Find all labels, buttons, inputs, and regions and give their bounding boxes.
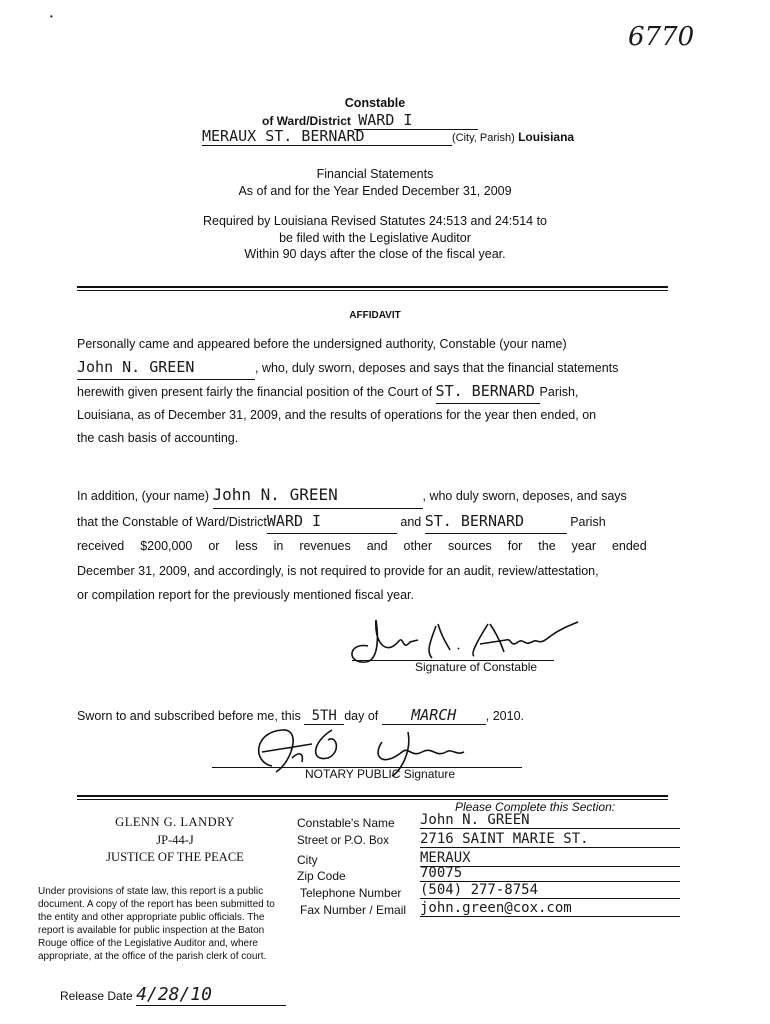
affidavit-paragraph-1 bbox=[77, 333, 667, 450]
affidavit-p2-text-a: In addition, (your name) bbox=[77, 489, 210, 503]
constables-name-label: Constable's Name bbox=[297, 816, 395, 830]
notice-line-1: Under provisions of state law, this report is a public bbox=[38, 886, 264, 897]
constable-name-field-2: John N. GREEN bbox=[213, 483, 423, 509]
ward-district-field: WARD I bbox=[267, 509, 397, 535]
affidavit-p1-text-c: herewith given present fairly the financial position of the Court of bbox=[77, 385, 433, 399]
sworn-text-b: day of bbox=[344, 709, 379, 723]
street-label: Street or P.O. Box bbox=[297, 835, 389, 847]
page-title: Constable bbox=[344, 96, 406, 110]
city-value-field: MERAUX bbox=[420, 850, 680, 867]
city-label: (City, Parish) bbox=[452, 132, 515, 144]
divider-top-1 bbox=[77, 286, 668, 288]
affidavit-title: AFFIDAVIT bbox=[349, 310, 401, 321]
stamp-number: 6770 bbox=[628, 22, 695, 52]
year-ended-line: As of and for the Year Ended December 31, 2009 bbox=[238, 184, 512, 198]
court-parish-field: ST. BERNARD bbox=[436, 380, 540, 404]
state-label: Louisiana bbox=[518, 130, 575, 144]
contact-row-city bbox=[297, 853, 318, 867]
sworn-text-a: Sworn to and subscribed before me, this bbox=[77, 709, 301, 723]
divider-bottom-1 bbox=[77, 795, 668, 797]
speck-mark: • bbox=[50, 12, 53, 21]
affidavit-p2-text-d: Parish bbox=[570, 514, 606, 529]
affidavit-p2-text-f: December 31, 2009, and accordingly, is not required to provide for an audit, review/attestation, bbox=[77, 563, 599, 578]
affidavit-p1-text-d: Parish, bbox=[539, 385, 579, 399]
seal-title: JUSTICE OF THE PEACE bbox=[106, 850, 244, 864]
seal-name: GLENN G. LANDRY bbox=[115, 815, 235, 829]
affidavit-paragraph-2 bbox=[77, 483, 667, 608]
contact-row-name bbox=[297, 816, 395, 830]
constables-name-value: John N. GREEN bbox=[420, 812, 680, 829]
ward-value: WARD I bbox=[354, 111, 478, 130]
notary-public-label: NOTARY PUBLIC Signature bbox=[305, 767, 456, 781]
requirement-line-1: Required by Louisiana Revised Statutes 24:513 and 24:514 to bbox=[203, 214, 547, 228]
notice-line-3: the entity and other appropriate public officials. The bbox=[38, 912, 265, 923]
telephone-label: Telephone Number bbox=[300, 886, 402, 900]
sworn-month-field: MARCH bbox=[382, 706, 486, 725]
ward-label: of Ward/District bbox=[262, 114, 351, 128]
divider-top-2 bbox=[77, 290, 668, 291]
zip-label: Zip Code bbox=[297, 869, 346, 883]
signature-of-constable-label: Signature of Constable bbox=[415, 660, 538, 674]
affidavit-p1-text-b: , who, duly sworn, deposes and says that the financial statements bbox=[255, 361, 619, 375]
notice-line-5: Rouge office of the Legislative Auditor and, where bbox=[38, 938, 258, 949]
notice-line-4: report is available for public inspection at the Baton bbox=[38, 925, 265, 936]
parish-field-2: ST. BERNARD bbox=[425, 509, 567, 535]
public-notice bbox=[38, 885, 300, 963]
contact-heading: Please Complete this Section: bbox=[455, 800, 616, 814]
notice-line-2: document. A copy of the report has been submitted to bbox=[38, 899, 275, 910]
contact-row-fax bbox=[300, 903, 406, 917]
telephone-value: (504) 277-8754 bbox=[420, 882, 680, 899]
release-date-row bbox=[60, 984, 286, 1006]
affidavit-p2-text-e: received $200,000 or less in revenues and other sources for the year ended bbox=[77, 539, 647, 553]
sworn-year: , 2010. bbox=[485, 709, 524, 723]
affidavit-p1-text-e: Louisiana, as of December 31, 2009, and the results of operations for the year then ended, on bbox=[77, 408, 597, 422]
affidavit-p2-text-g: or compilation report for the previously mentioned fiscal year. bbox=[77, 588, 414, 602]
affidavit-p1-text-f: the cash basis of accounting. bbox=[77, 431, 239, 445]
seal-id: JP-44-J bbox=[156, 833, 194, 847]
affidavit-p2-text-c: that the Constable of Ward/District bbox=[77, 514, 267, 529]
contact-row-phone bbox=[300, 886, 401, 900]
financial-statements-line: Financial Statements bbox=[316, 167, 434, 181]
release-date-value: 4/28/10 bbox=[136, 984, 286, 1006]
release-date-label: Release Date bbox=[60, 989, 133, 1003]
street-value: 2716 SAINT MARIE ST. bbox=[420, 831, 680, 848]
affidavit-p1-text-a: Personally came and appeared before the undersigned authority, Constable (your name) bbox=[77, 337, 567, 351]
zip-value: 70075 bbox=[420, 865, 680, 882]
affidavit-p2-text-b: , who duly sworn, deposes, and says bbox=[422, 489, 627, 503]
city-label-field: City bbox=[297, 853, 318, 867]
sworn-day-field: 5TH bbox=[304, 708, 344, 725]
contact-row-street bbox=[297, 835, 389, 847]
requirement-line-2: be filed with the Legislative Auditor bbox=[279, 231, 471, 245]
city-value: MERAUX ST. BERNARD bbox=[202, 127, 452, 146]
affidavit-p2-and: and bbox=[400, 514, 422, 529]
fax-email-value: john.green@cox.com bbox=[420, 900, 680, 917]
requirement-line-3: Within 90 days after the close of the fiscal year. bbox=[244, 247, 506, 261]
constable-name-field: John N. GREEN bbox=[77, 356, 255, 380]
city-line bbox=[202, 127, 574, 146]
contact-row-zip bbox=[297, 869, 346, 883]
fax-email-label: Fax Number / Email bbox=[300, 903, 407, 917]
notice-line-6: appropriate, at the office of the parish clerk of court. bbox=[38, 951, 267, 962]
